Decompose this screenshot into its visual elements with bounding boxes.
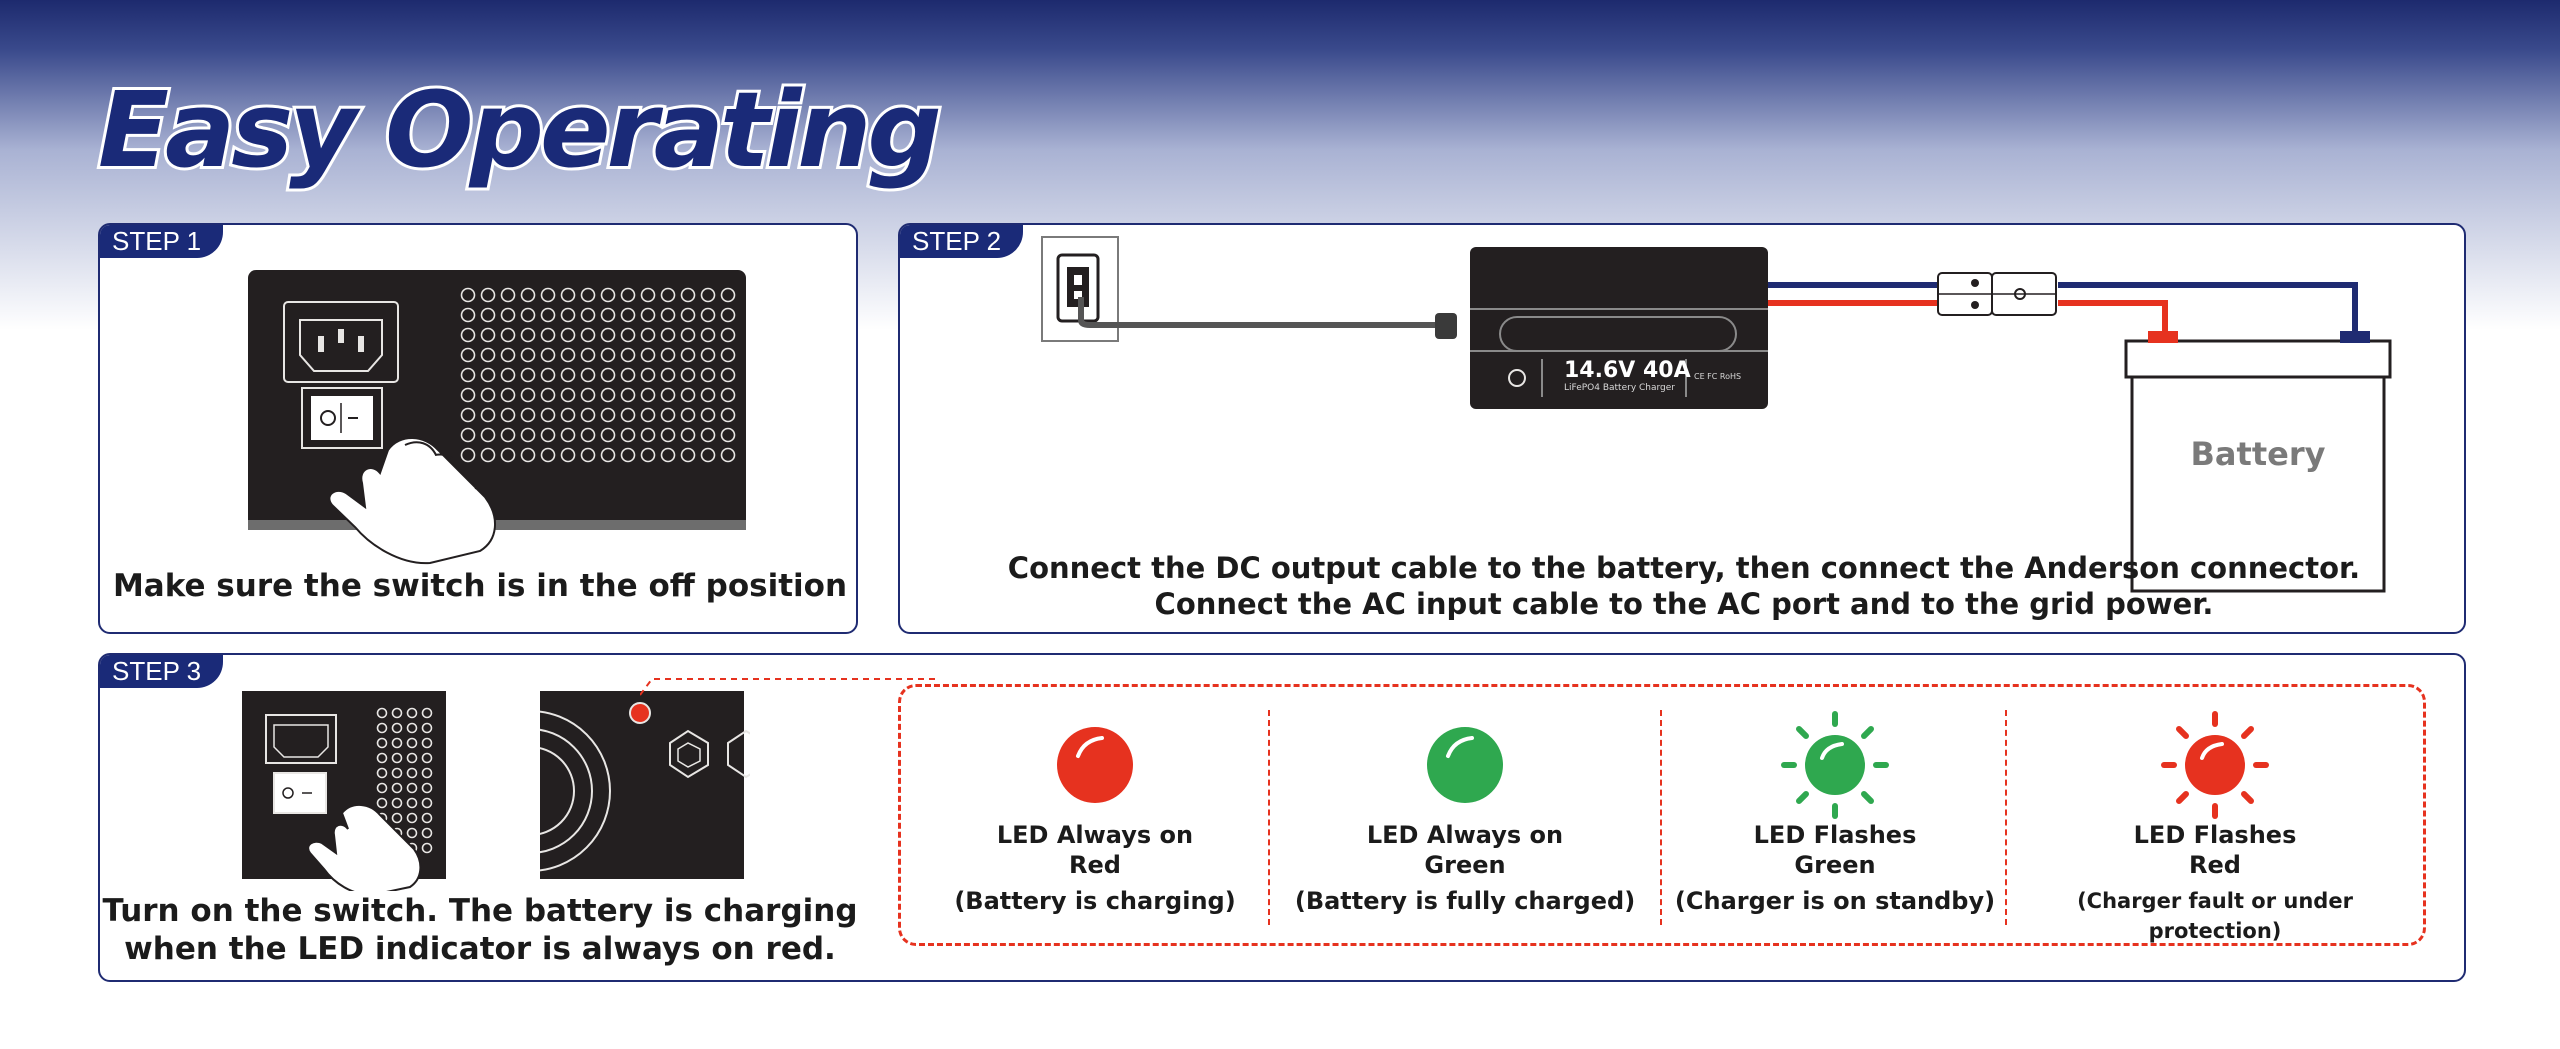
step1-tag: STEP 1 — [100, 225, 223, 258]
led-flashing-red-icon — [2160, 710, 2270, 820]
step2-caption-line1: Connect the DC output cable to the battery, then connect the Anderson connector. — [1007, 551, 2361, 585]
switch-on-illustration — [242, 691, 462, 891]
led-line3: (Charger fault or under protection) — [2077, 889, 2353, 943]
led-status-card — [930, 710, 1260, 916]
step2-panel — [898, 223, 2466, 634]
battery-label: Battery — [2190, 435, 2326, 473]
led-status-card — [1285, 710, 1645, 916]
led-line1: LED Flashes — [1753, 821, 1917, 849]
step3-caption-line1: Turn on the switch. The battery is charging — [102, 893, 858, 929]
led-flashing-green-icon — [1780, 710, 1890, 820]
led-line3: (Charger is on standby) — [1674, 887, 1996, 915]
led-divider — [2005, 710, 2007, 925]
led-leader-line — [640, 669, 940, 709]
led-line3: (Battery is charging) — [954, 887, 1236, 915]
step2-tag: STEP 2 — [900, 225, 1023, 258]
step2-caption-line2: Connect the AC input cable to the AC port and to the grid power. — [1154, 587, 2214, 621]
step3-tag: STEP 3 — [100, 655, 223, 688]
led-line2: Red — [2189, 851, 2241, 879]
led-line2: Green — [1794, 851, 1876, 879]
led-line1: LED Flashes — [2133, 821, 2297, 849]
charger-led-panel-illustration — [540, 691, 750, 891]
led-line1: LED Always on — [1366, 821, 1564, 849]
charger-cert-label: CE FC RoHS — [1694, 372, 1742, 381]
led-divider — [1268, 710, 1270, 925]
charger-sub-label: LiFePO4 Battery Charger — [1564, 383, 1676, 393]
led-solid-red-icon — [1040, 710, 1150, 820]
step1-caption: Make sure the switch is in the off position — [112, 568, 848, 604]
led-status-card — [2010, 710, 2420, 946]
led-divider — [1660, 710, 1662, 925]
led-line2: Red — [1069, 851, 1121, 879]
led-line2: Green — [1424, 851, 1506, 879]
step1-panel — [98, 223, 858, 634]
led-line1: LED Always on — [996, 821, 1194, 849]
led-line3: (Battery is fully charged) — [1294, 887, 1636, 915]
led-status-card — [1670, 710, 2000, 916]
page-title: Easy Operating — [98, 69, 938, 191]
charger-model-label: 14.6V 40A — [1564, 358, 1691, 383]
led-solid-green-icon — [1410, 710, 1520, 820]
step3-caption-line2: when the LED indicator is always on red. — [124, 931, 836, 967]
